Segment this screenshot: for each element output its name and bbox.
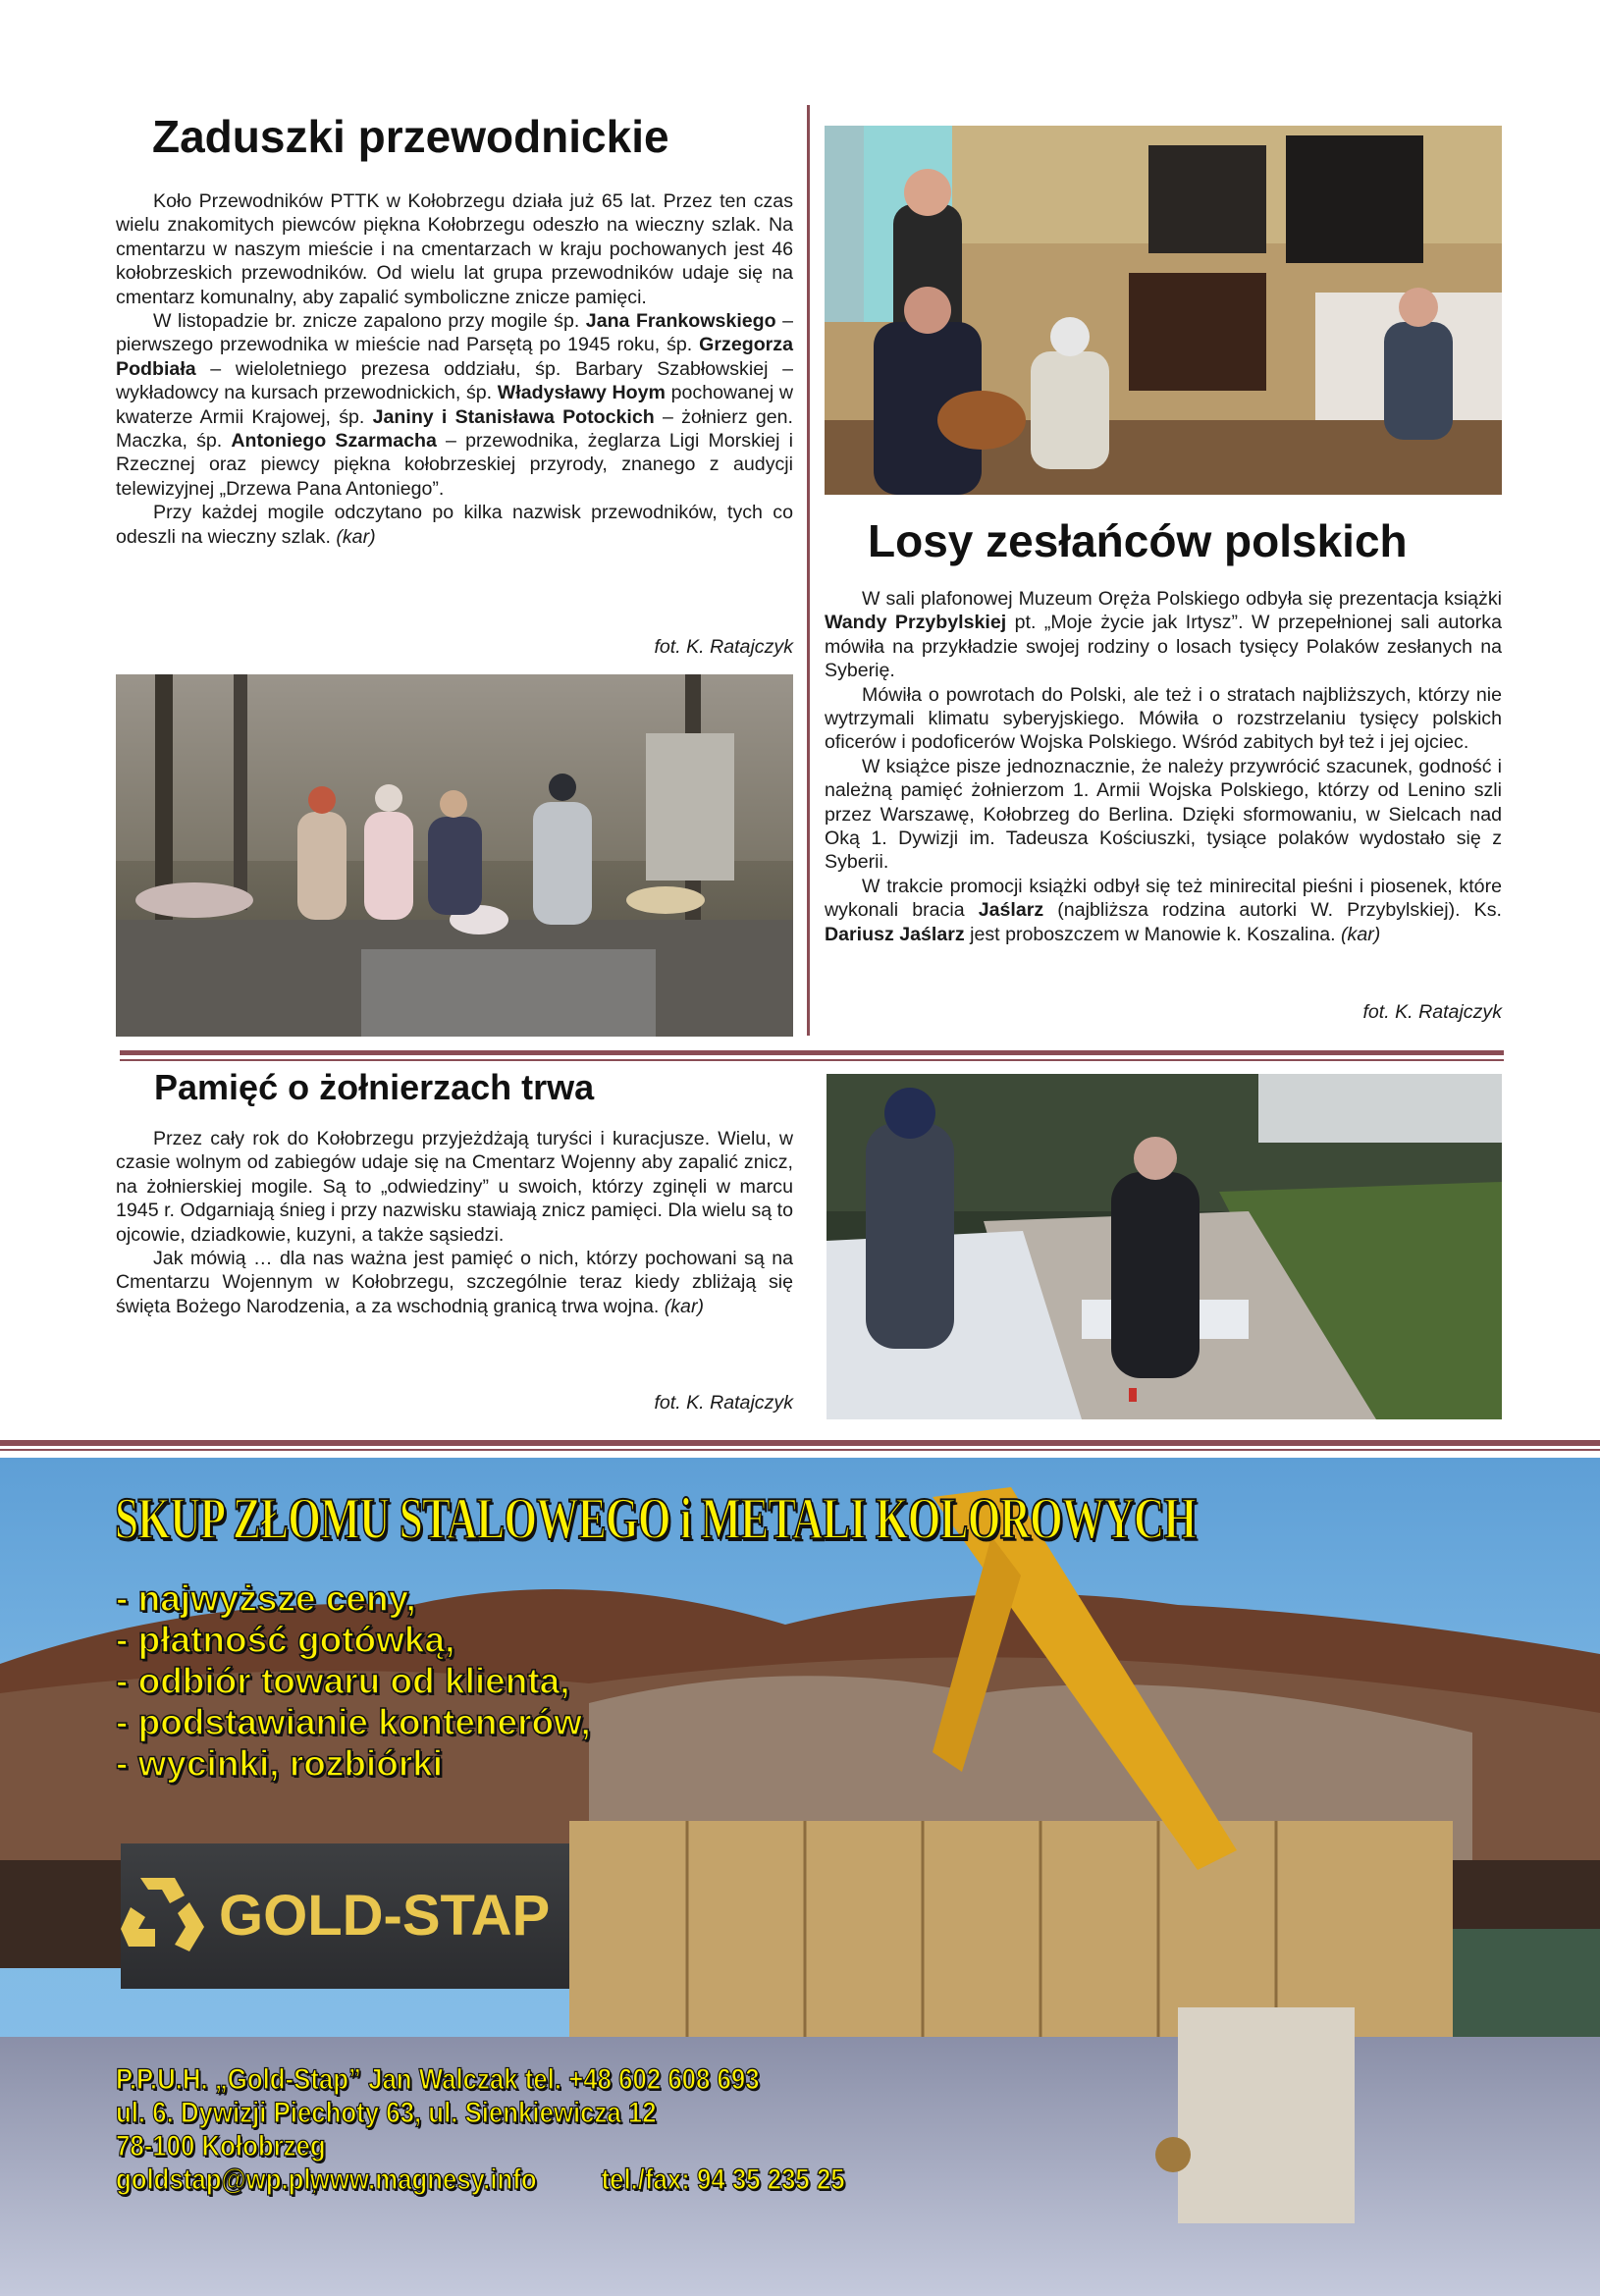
bold-name: Wandy Przybylskiej: [825, 612, 1007, 634]
text-run: jest proboszczem w Manowie k. Koszalina.: [964, 923, 1342, 945]
photo-book-presentation: [825, 126, 1502, 495]
paragraph: [116, 309, 793, 501]
author-initials: (kar): [336, 525, 376, 548]
text-run: W sali plafonowej Muzeum Oręża Polskiego odbyła się prezentacja książki: [862, 588, 1502, 610]
bold-name: Janiny i Stanisława Potockich: [372, 405, 655, 428]
photo-credit: fot. K. Ratajczyk: [654, 636, 793, 658]
text-run: Mówiła o powrotach do Polski, ale też i o stratach najbliższych, którzy nie wytrzymali klimatu syberyjskiego. Mówiła o rozstrzelaniu tysięcy polskich oficerów i podoficerów Wojska Polskiego. Wśród zabitych był też i jej ojciec.: [825, 683, 1502, 754]
column-divider: [807, 105, 810, 1036]
ad-feature: - najwyższe ceny,: [116, 1578, 416, 1619]
bold-name: Jaślarz: [978, 899, 1044, 922]
paragraph: [825, 683, 1502, 755]
author-initials: (kar): [664, 1295, 705, 1317]
section-separator: [120, 1050, 1504, 1055]
ad-email-link[interactable]: goldstap@wp.pl,: [116, 2163, 318, 2196]
ad-contact-company: P.P.U.H. „Gold-Stap” Jan Walczak tel. +48 602 608 693: [116, 2063, 760, 2096]
article-title-zeslancy: Losy zesłańców polskich: [868, 515, 1408, 566]
bold-name: Grzegorza Podbiała: [116, 334, 793, 380]
article-body-pamiec: [116, 1127, 793, 1318]
text-run: – przewodnika, żeglarza Ligi Morskiej i Rzecznej oraz piewcy piękna kołobrzeskiej przyrody, znanego z audycji telewizyjnej „Drzewa Pana Antoniego”.: [116, 430, 793, 500]
text-run: W trakcie promocji książki odbył się też minirecital pieśni i piosenek, które wykonali bracia: [825, 875, 1502, 922]
text-run: Przez cały rok do Kołobrzegu przyjeżdżają turyści i kuracjusze. Wielu, w czasie wolnym od zabiegów udaje się na Cmentarz Wojenny aby zapalić znicz, na żołnierskiej mogile. Są to „odwiedziny” u swoich, którzy zginęli w marcu 1945 r. Odgarniają śnieg i przy nazwisku stawiają znicz pamięci. Dla wielu są to ojcowie, dziadkowie, kuzyni, a także sąsiedzi.: [116, 1128, 793, 1246]
text-run: Jak mówią … dla nas ważna jest pamięć o nich, którzy pochowani są na Cmentarzu Wojennym w Kołobrzegu, szczególnie teraz kiedy zbliżają się święta Bożego Narodzenia, a za wschodnią granicą trwa wojna.: [116, 1248, 793, 1317]
paragraph: [116, 1247, 793, 1318]
ad-contact-online: [116, 2163, 1129, 2197]
paragraph: [825, 875, 1502, 946]
text-run: Przy każdej mogile odczytano po kilka nazwisk przewodników, tych co odeszli na wieczny szlak.: [116, 502, 793, 548]
ad-feature: - płatność gotówką,: [116, 1620, 455, 1660]
gold-stap-logo: [121, 1843, 569, 1989]
paragraph: [116, 501, 793, 549]
bold-name: Władysławy Hoym: [497, 382, 666, 404]
ad-separator: [0, 1440, 1600, 1446]
ad-separator-thin: [0, 1449, 1600, 1451]
ad-phone: tel./fax: 94 35 235 25: [601, 2163, 845, 2196]
ad-headline: SKUP ZŁOMU STALOWEGO i METALI KOLOROWYCH: [115, 1486, 1197, 1551]
scrap-metal-advertisement: [0, 1458, 1600, 2296]
logo-text: GOLD-STAP: [219, 1884, 551, 1948]
bold-name: Jana Frankowskiego: [585, 310, 776, 333]
ad-contact-block: [116, 2063, 1294, 2197]
ad-website-link[interactable]: www.magnesy.info: [309, 2163, 537, 2196]
photo-cemetery-guides: [116, 674, 793, 1037]
text-run: – pierwszego przewodnika w mieście nad Parsętą po 1945 roku, śp.: [116, 310, 793, 356]
text-run: W książce pisze jednoznacznie, że należy przywrócić szacunek, godność i należną pamięć żołnierzom 1. Armii Wojska Polskiego, którzy od Lenino szli przez Warszawę, Kołobrzeg do Berlina. Dzięki sformowaniu, w Sielcach nad Oką 1. Dywizji im. Tadeusza Kościuszki, tysiące polaków wydostało się z Syberii.: [825, 755, 1502, 874]
text-run: (najbliższa rodzina autorki W. Przybylskiej). Ks.: [1043, 899, 1502, 922]
author-initials: (kar): [1341, 923, 1381, 945]
text-run: Koło Przewodników PTTK w Kołobrzegu działa już 65 lat. Przez ten czas wielu znakomitych piewców piękna Kołobrzegu odeszło na wieczny szlak. Na cmentarzu w naszym mieście i na cmentarzach w kraju pochowanych jest 46 kołobrzeskich przewodników. Od wielu lat grupa przewodników udaje się na cmentarz komunalny, aby zapalić symboliczne znicze pamięci.: [116, 190, 793, 308]
article-body-zaduszki: [116, 189, 793, 549]
section-separator-thin: [120, 1059, 1504, 1061]
photo-credit: fot. K. Ratajczyk: [654, 1392, 793, 1414]
paragraph: [116, 1127, 793, 1247]
text-run: pochowanej w kwaterze Armii Krajowej, śp.: [116, 382, 794, 428]
text-run: – wieloletniego prezesa oddziału, śp. Barbary Szabłowskiej – wykładowcy na kursach przewodnickich, śp.: [116, 357, 793, 404]
article-body-zeslancy: [825, 587, 1502, 946]
photo-war-cemetery: [827, 1074, 1502, 1419]
ad-feature: - odbiór towaru od klienta,: [116, 1661, 570, 1701]
article-title-zaduszki: Zaduszki przewodnickie: [152, 111, 669, 162]
text-run: pt. „Moje życie jak Irtysz”. W przepełnionej sali autorka mówiła na przykładzie swojej rodziny o losach tysięcy Polaków zesłanych na Syberię.: [825, 612, 1503, 682]
article-title-pamiec: Pamięć o żołnierzach trwa: [154, 1067, 595, 1107]
photo-credit: fot. K. Ratajczyk: [1362, 1001, 1502, 1023]
ad-feature: - podstawianie kontenerów,: [116, 1702, 591, 1742]
text-run: – żołnierz gen. Maczka, śp.: [116, 405, 793, 453]
text-run: W listopadzie br. znicze zapalono przy mogile śp.: [153, 310, 586, 333]
paragraph: [116, 189, 793, 309]
recycle-icon: [121, 1868, 209, 1966]
paragraph: [825, 587, 1502, 683]
ad-contact-address: ul. 6. Dywizji Piechoty 63, ul. Sienkiewicza 12: [116, 2097, 657, 2129]
bold-name: Dariusz Jaślarz: [825, 923, 965, 945]
bold-name: Antoniego Szarmacha: [231, 430, 437, 453]
ad-contact-city: 78-100 Kołobrzeg: [116, 2130, 326, 2163]
ad-feature-list: [116, 1578, 591, 1785]
ad-feature: - wycinki, rozbiórki: [116, 1743, 444, 1784]
paragraph: [825, 755, 1502, 875]
